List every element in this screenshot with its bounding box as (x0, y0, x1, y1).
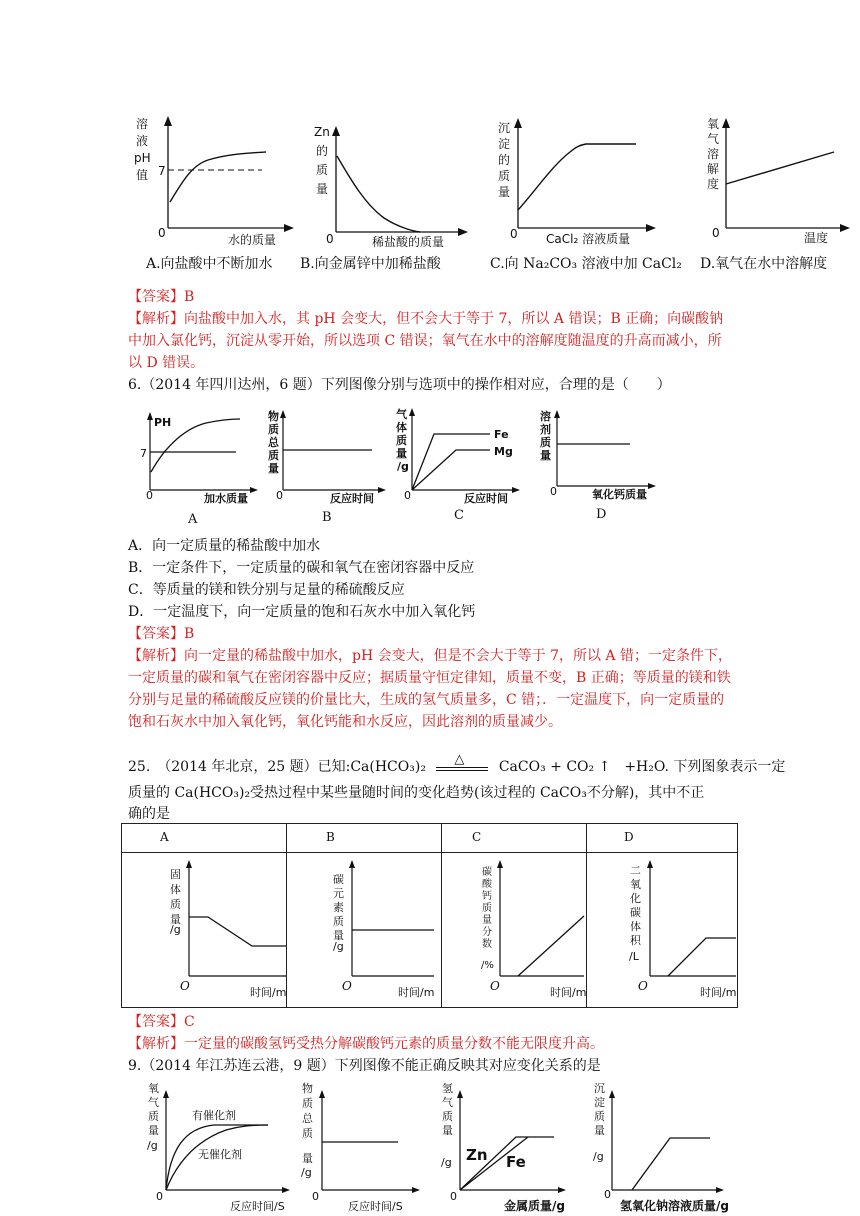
q6-d-xlabel: 氧化钙质量 (592, 488, 647, 501)
q9-1-ylabel-2: 气 (148, 1096, 159, 1109)
q25-b-ylabel-2: 元 (333, 887, 344, 900)
q5-a-ylabel-1: 溶 (136, 117, 149, 131)
q25-a-ylabel-4: 量 (170, 913, 181, 926)
q9-1-origin: 0 (156, 1190, 163, 1203)
q5-a-curve (170, 152, 266, 202)
q9-graph-4 (593, 1082, 729, 1213)
q9-2-ylabel-2: 质 (302, 1097, 313, 1110)
q9-stem: 9.（2014 年江苏连云港，9 题）下列图像不能正确反映其对应变化关系的是 (128, 1058, 601, 1074)
q9-4-ylabel-1: 沉 (594, 1082, 605, 1095)
q5-c-xlabel: CaCl₂ 溶液质量 (546, 232, 631, 246)
q5-d-ylabel-5: 度 (707, 177, 720, 191)
q9-4-ylabel-2: 淀 (594, 1096, 605, 1109)
q25-b-ylabel-5: 量 (333, 929, 344, 942)
q9-graphs (0, 1080, 860, 1216)
q25-analysis: 【解析】一定量的碳酸氢钙受热分解碳酸钙元素的质量分数不能无限度升高。 (128, 1036, 604, 1052)
q25-stem-line3: 确的是 (128, 806, 170, 822)
q5-d-xlabel: 温度 (804, 231, 829, 245)
q5-d-line (726, 152, 834, 184)
q5-c-ylabel-3: 的 (498, 153, 511, 167)
q6-c-ylabel-2: 体 (396, 421, 407, 434)
q5-b-ylabel-3: 质 (316, 163, 329, 177)
q9-4-origin: 0 (604, 1188, 611, 1201)
q25-answer: 【答案】C (128, 1014, 195, 1030)
q5-c-ylabel-4: 质 (498, 169, 511, 183)
q9-graph-2 (301, 1081, 420, 1213)
q6-analysis: 【解析】向一定量的稀盐酸中加水，pH 会变大，但是不会大于等于 7，所以 A 错；一定条件下，一定质量的碳和氧气在密闭容器中反应；据质量守恒定律知，质量不变，B 正确；等质量的镁和铁分别与足量的稀硫酸反应镁的价量比大，生成的氢气质量多，C 错；．一定温度下，向一定质量的饱和石灰水中加入氧化钙，氧化钙能和水反应，因此溶剂的质量减少。 (128, 648, 732, 730)
q25-stem-part1: 25. （2014 年北京，25 题）已知:Ca(HCO₃)₂ (128, 759, 426, 775)
q6-c-xlabel: 反应时间 (464, 492, 508, 505)
q25-c-ylabel-1: 碳 (482, 867, 492, 878)
q25-b-ylabel-4: 质 (333, 915, 344, 928)
q6-c-series-fe: Fe (494, 428, 509, 441)
q6-d-ylabel-1: 溶 (540, 410, 551, 423)
q5-d-ylabel-3: 溶 (707, 147, 720, 161)
q9-3-ylabel-5: /g (441, 1156, 452, 1169)
q6-d-origin: 0 (550, 485, 557, 498)
q6-a-xlabel: 加水质量 (204, 492, 248, 505)
q6-d-ylabel-4: 量 (540, 449, 551, 462)
q6-option-a: A．向一定质量的稀盐酸中加水 (128, 538, 321, 554)
q25-graph-c (481, 860, 586, 999)
q9-2-ylabel-1: 物 (302, 1082, 313, 1095)
q5-b-caption: B.向金属锌中加稀盐酸 (300, 256, 441, 272)
q9-4-line (632, 1138, 710, 1190)
q25-c-ylabel-7: 数 (482, 939, 492, 950)
q9-1-ylabel-4: 量 (148, 1124, 159, 1137)
q9-1-ylabel-3: 质 (148, 1110, 159, 1123)
q25-d-ylabel-7: /L (629, 950, 639, 963)
q25-b-ylabel-1: 碳 (333, 873, 344, 886)
q6-option-b: B．一定条件下，一定质量的碳和氧气在密闭容器中反应 (128, 560, 475, 576)
q6-answer: 【答案】B (128, 626, 195, 642)
q6-graph-a (140, 412, 258, 527)
q25-c-origin: O (490, 979, 500, 993)
q25-b-ylabel-6: /g (333, 940, 344, 953)
q5-analysis: 【解析】向盐酸中加入水，其 pH 会变大，但不会大于等于 7，所以 A 错误；B 正确；向碳酸钠中加入氯化钙，沉淀从零开始，所以选项 C 错误；氧气在水中的溶解度随温度的升高而减小，所以 D 错误。 (128, 311, 724, 371)
q25-d-ylabel-6: 积 (630, 934, 641, 947)
q6-d-ylabel-3: 质 (540, 436, 551, 449)
q25-letter-d: D (624, 830, 634, 844)
q9-3-series-fe: Fe (506, 1153, 526, 1171)
q6-b-ylabel-2: 质 (268, 423, 279, 436)
q25-stem-line2: 质量的 Ca(HCO₃)₂受热过程中某些量随时间的变化趋势(该过程的 CaCO₃不分解)，其中不正 (128, 785, 705, 801)
q5-b-curve (337, 156, 420, 232)
q25-stem-line1 (128, 752, 786, 778)
q6-a-origin: 0 (146, 489, 153, 502)
q25-graph-d (629, 860, 736, 999)
q6-c-origin: 0 (404, 489, 411, 502)
q9-1-ylabel-1: 氧 (148, 1082, 159, 1095)
q5-graph-c (498, 118, 656, 246)
q6-c-ylabel-1: 气 (396, 408, 407, 421)
q9-3-origin: 0 (450, 1190, 457, 1203)
q25-c-ylabel-5: 量 (482, 915, 492, 926)
q9-1-ylabel-5: /g (147, 1139, 158, 1152)
q5-d-origin: 0 (712, 226, 720, 240)
q9-graph-3 (441, 1081, 566, 1213)
q9-1-series-1: 有催化剂 (192, 1109, 236, 1122)
q25-d-line (668, 938, 736, 976)
q6-b-origin: 0 (276, 489, 283, 502)
q5-d-ylabel-4: 解 (707, 162, 720, 176)
q9-4-ylabel-4: 量 (594, 1124, 605, 1137)
q5-c-curve (518, 144, 636, 210)
q6-b-letter: B (322, 510, 332, 525)
q9-4-xlabel: 氢氧化钠溶液质量/g (620, 1199, 729, 1213)
q9-2-ylabel-6: /g (301, 1166, 312, 1179)
q25-header-row (122, 824, 737, 853)
q25-condition-arrow (434, 752, 490, 775)
q5-c-ylabel-5: 量 (498, 185, 511, 199)
q5-c-ylabel-1: 沉 (498, 121, 511, 135)
q25-b-ylabel-3: 素 (333, 901, 344, 914)
q25-d-ylabel-1: 二 (630, 864, 641, 877)
q25-c-ylabel-4: 质 (482, 903, 492, 914)
q25-stem-part2: CaCO₃ + CO₂ ↑ +H₂O. 下列图象表示一定 (498, 759, 786, 775)
q9-2-xlabel: 反应时间/S (348, 1200, 403, 1213)
q6-graph-c (396, 407, 520, 523)
q5-d-ylabel-1: 氧 (707, 117, 720, 131)
q25-d-xlabel: 时间/m (700, 986, 737, 999)
q5-c-caption: C.向 Na₂CO₃ 溶液中加 CaCl₂ (490, 256, 682, 272)
q6-option-d: D．一定温度下，向一定质量的饱和石灰水中加入氧化钙 (128, 604, 476, 620)
q25-a-xlabel: 时间/m (250, 986, 287, 999)
q5-a-ylabel-3: pH (134, 151, 151, 165)
q6-b-ylabel-4: 质 (268, 449, 279, 462)
q6-graphs (0, 400, 860, 530)
q5-graph-b (314, 125, 468, 249)
q9-1-xlabel: 反应时间/S (230, 1200, 285, 1213)
q25-a-origin: O (180, 979, 190, 993)
q25-d-ylabel-4: 碳 (630, 906, 641, 919)
q25-c-xlabel: 时间/m (550, 986, 587, 999)
q6-a-tick: 7 (140, 447, 147, 460)
q25-a-ylabel-1: 固 (170, 868, 181, 881)
q6-a-ylabel: PH (154, 416, 172, 429)
q9-3-ylabel-2: 气 (442, 1096, 453, 1109)
q9-4-ylabel-3: 质 (594, 1110, 605, 1123)
q6-c-ylabel-3: 质 (396, 434, 407, 447)
q5-a-tick: 7 (158, 164, 166, 178)
q25-a-line (189, 917, 286, 946)
q6-d-letter: D (596, 507, 607, 522)
q5-graph-d (707, 117, 850, 245)
q25-c-ylabel-8: /% (481, 960, 494, 971)
q25-graph-b (333, 860, 434, 999)
q6-c-ylabel-5: /g (397, 460, 409, 473)
q6-b-ylabel-3: 总 (268, 436, 279, 449)
q5-d-ylabel-2: 气 (707, 132, 720, 146)
q25-d-origin: O (638, 979, 648, 993)
q9-graph-1 (147, 1081, 290, 1213)
q6-c-letter: C (454, 508, 464, 523)
q6-c-fe-line (412, 434, 490, 490)
q25-graphs (0, 852, 860, 1006)
q5-a-ylabel-2: 液 (136, 134, 149, 148)
q25-graph-a (170, 860, 286, 999)
q6-graph-d (540, 409, 656, 522)
q25-a-ylabel-3: 质 (170, 898, 181, 911)
q9-2-origin: 0 (312, 1190, 319, 1203)
q5-b-ylabel-1: Zn (314, 125, 330, 139)
q6-b-ylabel-5: 量 (268, 462, 279, 475)
q25-a-ylabel-2: 体 (170, 883, 181, 896)
q25-letter-c: C (472, 830, 482, 844)
q5-a-origin: 0 (158, 226, 166, 240)
q9-3-ylabel-3: 质 (442, 1110, 453, 1123)
q6-b-xlabel: 反应时间 (330, 492, 374, 505)
q6-stem: 6.（2014 年四川达州，6 题）下列图像分别与选项中的操作相对应，合理的是（ ） (128, 377, 671, 393)
q9-3-ylabel-4: 量 (442, 1124, 453, 1137)
q9-3-ylabel-1: 氢 (442, 1082, 453, 1095)
q9-1-series-2: 无催化剂 (198, 1148, 242, 1161)
q5-graphs (0, 100, 860, 280)
q5-c-ylabel-2: 淀 (498, 137, 511, 151)
q5-b-ylabel-2: 的 (316, 144, 329, 158)
q25-d-ylabel-2: 氧 (630, 878, 641, 891)
q5-c-origin: 0 (510, 227, 518, 241)
q25-c-ylabel-3: 钙 (482, 891, 492, 902)
q25-c-line (518, 916, 584, 976)
q6-c-series-mg: Mg (494, 445, 513, 458)
q25-b-origin: O (342, 979, 352, 993)
q6-b-ylabel-1: 物 (268, 410, 279, 423)
q5-b-xlabel: 稀盐酸的质量 (372, 235, 445, 249)
q5-b-ylabel-4: 量 (316, 182, 329, 196)
q25-letter-b: B (326, 830, 335, 844)
q25-condition: △ (454, 752, 465, 767)
q5-d-caption: D.氧气在水中溶解度 (700, 256, 828, 272)
q6-c-ylabel-4: 量 (396, 447, 407, 460)
q5-a-xlabel: 水的质量 (228, 233, 277, 247)
q25-letter-a: A (160, 830, 169, 844)
q25-c-ylabel-6: 分 (482, 927, 492, 938)
q25-d-ylabel-3: 化 (630, 892, 641, 905)
q9-4-ylabel-5: /g (593, 1150, 604, 1163)
q6-option-c: C．等质量的镁和铁分别与足量的稀硫酸反应 (128, 582, 405, 598)
q9-2-ylabel-5: 量 (302, 1152, 313, 1165)
q6-c-mg-line (412, 450, 490, 490)
q9-3-series-zn: Zn (466, 1146, 488, 1164)
q6-graph-b (268, 409, 386, 525)
q5-graph-a (134, 116, 294, 247)
q9-2-ylabel-3: 总 (302, 1112, 313, 1125)
q9-2-ylabel-4: 质 (302, 1127, 313, 1140)
q6-a-letter: A (188, 512, 198, 527)
q25-d-ylabel-5: 体 (630, 920, 641, 933)
q5-a-caption: A.向盐酸中不断加水 (146, 256, 273, 272)
q25-a-ylabel-5: /g (170, 923, 181, 936)
q9-3-xlabel: 金属质量/g (504, 1199, 565, 1213)
q5-b-origin: 0 (326, 232, 334, 246)
q5-answer: 【答案】B (128, 289, 195, 305)
q25-b-xlabel: 时间/m (398, 986, 435, 999)
q25-c-ylabel-2: 酸 (482, 879, 492, 890)
q5-a-ylabel-4: 值 (136, 168, 149, 182)
q6-d-ylabel-2: 剂 (540, 423, 551, 436)
